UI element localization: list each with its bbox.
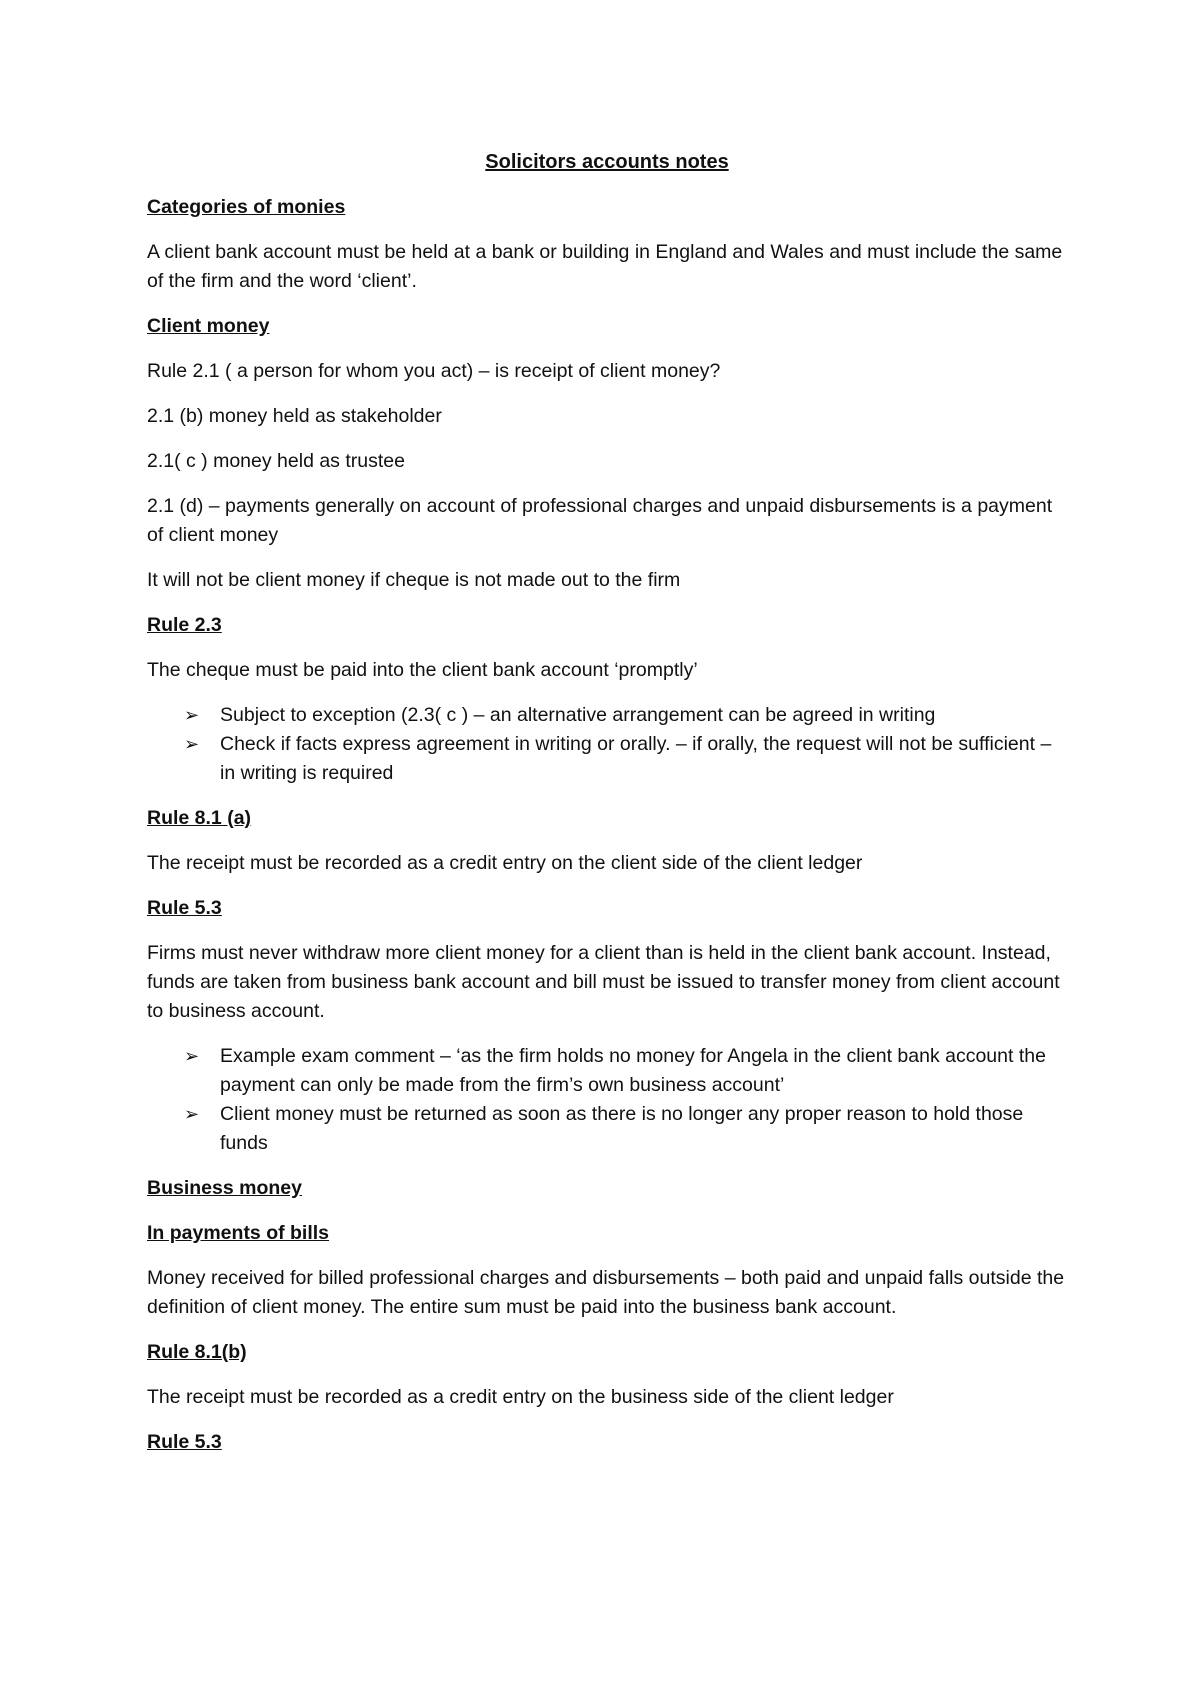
rule-5-3-heading-second: Rule 5.3: [147, 1431, 222, 1453]
rule-2-3-heading: Rule 2.3: [147, 614, 222, 636]
list-item: [147, 730, 1067, 788]
arrowhead-bullet-icon: ➢: [184, 705, 200, 725]
arrowhead-bullet-icon: ➢: [184, 1046, 200, 1066]
arrowhead-bullet-icon: ➢: [184, 734, 200, 754]
categories-heading: Categories of monies: [147, 196, 346, 218]
arrowhead-bullet-icon: ➢: [184, 1104, 200, 1124]
list-item-text: Example exam comment – ‘as the firm holds no money for Angela in the client bank account the payment can only be made from the firm’s own business account’: [220, 1045, 1046, 1096]
categories-paragraph: A client bank account must be held at a bank or building in England and Wales and must include the same of the firm and the word ‘client’.: [147, 241, 1063, 292]
rule-2-3-paragraph: The cheque must be paid into the client bank account ‘promptly’: [147, 659, 698, 681]
rule-8-1-b-heading: Rule 8.1(b): [147, 1341, 247, 1363]
list-item-text: Check if facts express agreement in writing or orally. – if orally, the request will not be sufficient – in writing is required: [220, 733, 1052, 784]
rule-2-3-bullet-list: [147, 701, 1067, 788]
rule-8-1-a-paragraph: The receipt must be recorded as a credit entry on the client side of the client ledger: [147, 852, 863, 874]
rule-5-3-paragraph: Firms must never withdraw more client money for a client than is held in the client bank account. Instead, funds are taken from business bank account and bill must be issued to transfer money from client account to business account.: [147, 942, 1060, 1022]
rule-2-1-paragraph: Rule 2.1 ( a person for whom you act) – is receipt of client money?: [147, 360, 721, 382]
list-item-text: Subject to exception (2.3( c ) – an alternative arrangement can be agreed in writing: [220, 704, 936, 726]
document-body: [147, 148, 1067, 1473]
rule-2-1-b-paragraph: 2.1 (b) money held as stakeholder: [147, 405, 442, 427]
list-item: [147, 701, 1067, 730]
not-client-money-paragraph: It will not be client money if cheque is not made out to the firm: [147, 569, 681, 591]
rule-2-1-d-paragraph: 2.1 (d) – payments generally on account of professional charges and unpaid disbursements is a payment of client money: [147, 495, 1053, 546]
in-payments-paragraph: Money received for billed professional charges and disbursements – both paid and unpaid falls outside the definition of client money. The entire sum must be paid into the business bank account.: [147, 1267, 1065, 1318]
rule-8-1-a-heading: Rule 8.1 (a): [147, 807, 252, 829]
list-item: [147, 1100, 1067, 1158]
rule-8-1-b-paragraph: The receipt must be recorded as a credit entry on the business side of the client ledger: [147, 1386, 894, 1408]
in-payments-heading: In payments of bills: [147, 1222, 330, 1244]
business-money-heading: Business money: [147, 1177, 302, 1199]
client-money-heading: Client money: [147, 315, 270, 337]
rule-2-1-c-paragraph: 2.1( c ) money held as trustee: [147, 450, 405, 472]
rule-5-3-heading: Rule 5.3: [147, 897, 222, 919]
rule-5-3-bullet-list: [147, 1042, 1067, 1158]
page-title: Solicitors accounts notes: [485, 151, 729, 173]
list-item-text: Client money must be returned as soon as there is no longer any proper reason to hold those funds: [220, 1103, 1024, 1154]
list-item: [147, 1042, 1067, 1100]
